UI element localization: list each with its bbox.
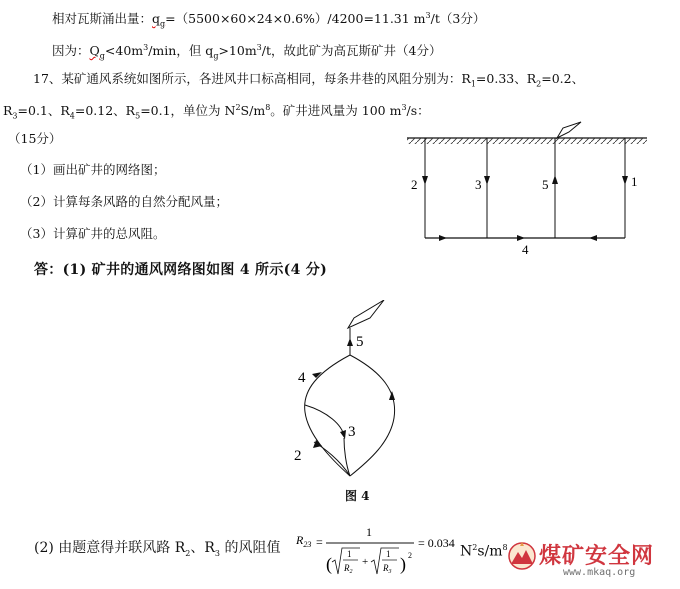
label-5: 5 — [542, 177, 549, 192]
one-2: 1 — [386, 549, 391, 559]
arrow-down-1 — [622, 176, 628, 185]
label-3: 3 — [475, 177, 482, 192]
tail: 的风阻值 — [220, 540, 281, 556]
exp1: 3 — [143, 43, 149, 52]
question-17-line1 — [33, 71, 584, 93]
R2-symbol: $R_2$ — [344, 563, 353, 575]
q-symbol: $q_g$ — [152, 11, 166, 29]
s2: 2 — [536, 79, 542, 89]
equals-1: = — [316, 535, 323, 549]
mid2: /min，但 q — [148, 43, 214, 59]
fan-symbol — [348, 300, 384, 328]
t1: =0.33、R — [475, 71, 537, 86]
Q-symbol: $Q_g$ — [89, 43, 105, 61]
relative-gas-emission-line — [52, 8, 485, 33]
t4: S/m — [240, 103, 266, 119]
result: = 0.034 — [418, 536, 455, 550]
question-part-3: （3）计算矿井的总风阻。 — [20, 226, 166, 241]
net-label-2: 2 — [294, 448, 302, 464]
sub2: g — [213, 51, 219, 61]
mid3: >10m — [218, 43, 257, 59]
tail: /t（3分） — [430, 11, 486, 27]
exp: 3 — [425, 11, 431, 20]
s5: 5 — [135, 111, 141, 121]
e3: 3 — [401, 103, 407, 112]
arrow-left-4 — [589, 235, 597, 241]
arrow-3 — [340, 430, 346, 439]
t2: =0.12、R — [74, 103, 136, 119]
answer-part-2 — [34, 540, 280, 562]
t1: =0.1、R — [17, 103, 70, 119]
e1: 2 — [235, 103, 241, 112]
question-part-1: （1）画出矿井的网络图； — [20, 162, 166, 177]
arrow-right-4b — [517, 235, 525, 241]
edge-1 — [350, 355, 395, 476]
numerator: 1 — [366, 525, 372, 539]
label-4: 4 — [522, 242, 529, 257]
unit: N — [460, 543, 473, 560]
fan-symbol — [557, 122, 581, 138]
tail2: /t，故此矿为高瓦斯矿井（4分） — [261, 43, 442, 59]
ventilation-network-figure — [280, 300, 440, 500]
unit-label — [460, 540, 508, 560]
s3: 3 — [12, 111, 18, 121]
t5: 。矿井进风量为 100 m — [270, 103, 402, 119]
pre: (2) 由题意得并联风路 R — [34, 540, 186, 556]
t2: =0.2、 — [541, 71, 585, 86]
points-label: （15分） — [8, 131, 62, 146]
mid: 、R — [190, 540, 215, 556]
s3: 3 — [214, 548, 221, 558]
formula: =（5500×60×24×0.6%）/4200=11.31 m — [165, 11, 426, 27]
edge-3 — [305, 405, 344, 436]
net-label-3: 3 — [348, 424, 356, 440]
arrow-down-3 — [484, 176, 490, 185]
e2: 8 — [502, 543, 508, 552]
text: 17、某矿通风系统如图所示，各进风井口标高相同，每条井巷的风阻分别为：R — [33, 71, 471, 86]
e2: 8 — [265, 103, 271, 112]
arrow-up-5 — [347, 338, 353, 346]
t3: =0.1，单位为 N — [140, 103, 236, 119]
arrow-up-5 — [552, 175, 558, 184]
watermark-url: www.mkaq.org — [563, 567, 636, 578]
resistance-formula — [296, 522, 486, 584]
mid1: <40m — [104, 43, 144, 59]
answer-part-1: 答：(1) 矿井的通风网络图如图 4 所示(4 分) — [34, 262, 328, 278]
label-2: 2 — [411, 177, 418, 192]
R3-symbol: $R_3$ — [383, 563, 392, 575]
exp2: 3 — [256, 43, 262, 52]
label-1: 1 — [631, 174, 638, 189]
net-label-5: 5 — [356, 334, 364, 350]
arrow-1 — [389, 391, 395, 400]
s2: 2 — [185, 548, 191, 558]
mid: s/m — [477, 543, 503, 560]
arrow-right-4a — [439, 235, 447, 241]
arrow-down-2 — [422, 176, 428, 185]
net-label-4: 4 — [298, 370, 306, 386]
plus: + — [362, 556, 369, 568]
reason-line — [52, 40, 441, 65]
close-paren: ) — [400, 554, 406, 574]
label: 相对瓦斯涌出量： — [52, 11, 153, 27]
s4: 4 — [69, 111, 75, 121]
edge-2 — [344, 438, 350, 476]
t6: /s： — [406, 103, 430, 119]
question-17-line2 — [3, 100, 430, 125]
e1: 2 — [472, 543, 478, 552]
watermark-logo-icon — [507, 540, 537, 574]
watermark — [502, 536, 675, 584]
open-paren: ( — [326, 554, 332, 574]
watermark-title: 煤矿安全网 — [539, 544, 655, 569]
s1: 1 — [470, 79, 476, 89]
one-1: 1 — [347, 549, 352, 559]
R23-symbol: $R_{23}$ — [296, 533, 312, 549]
ground-hatch — [407, 138, 647, 144]
ventilation-system-diagram — [405, 118, 655, 258]
question-part-2: （2）计算每条风路的自然分配风量； — [20, 194, 228, 209]
pre: 因为： — [52, 43, 90, 59]
square-exp: 2 — [408, 551, 412, 560]
t0: R — [3, 103, 13, 119]
figure-caption: 图 4 — [345, 489, 370, 503]
